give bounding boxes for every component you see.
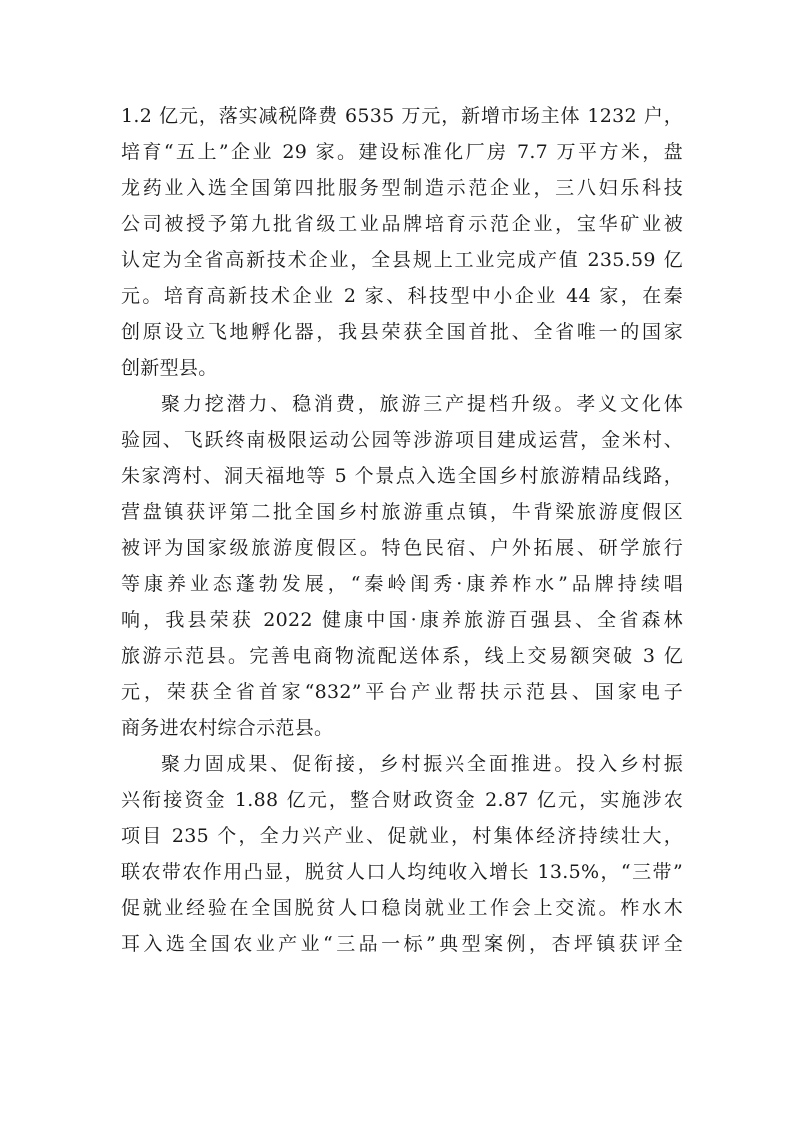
text-line: 促就业经验在全国脱贫人口稳岗就业工作会上交流。柞水木 [121, 897, 683, 919]
body-text [121, 98, 683, 962]
text-line: 创原设立飞地孵化器，我县荣获全国首批、全省唯一的国家 [121, 321, 683, 343]
text-line: 等康养业态蓬勃发展，“秦岭闺秀·康养柞水”品牌持续唱 [121, 573, 683, 595]
text-line: 元。培育高新技术企业 2 家、科技型中小企业 44 家，在秦 [121, 285, 683, 307]
paragraph-tourism [121, 386, 683, 746]
text-line: 培育“五上”企业 29 家。建设标准化厂房 7.7 万平方米，盘 [121, 141, 683, 163]
text-line: 元，荣获全省首家“832”平台产业帮扶示范县、国家电子 [121, 681, 683, 703]
text-line: 聚力固成果、促衔接，乡村振兴全面推进。投入乡村振 [161, 753, 683, 775]
text-line: 验园、飞跃终南极限运动公园等涉游项目建成运营，金米村、 [121, 429, 683, 451]
text-line: 耳入选全国农业产业“三品一标”典型案例，杏坪镇获评全 [121, 933, 683, 955]
paragraph-industry [121, 98, 683, 386]
text-line: 朱家湾村、洞天福地等 5 个景点入选全国乡村旅游精品线路， [121, 465, 683, 487]
text-line: 认定为全省高新技术企业，全县规上工业完成产值 235.59 亿 [121, 249, 683, 271]
text-line: 被评为国家级旅游度假区。特色民宿、户外拓展、研学旅行 [121, 537, 683, 559]
text-line: 响，我县荣获 2022 健康中国·康养旅游百强县、全省森林 [121, 609, 683, 631]
text-line: 兴衔接资金 1.88 亿元，整合财政资金 2.87 亿元，实施涉农 [121, 789, 683, 811]
text-line: 项目 235 个，全力兴产业、促就业，村集体经济持续壮大， [121, 825, 683, 847]
text-line: 商务进农村综合示范县。 [121, 717, 334, 739]
text-line: 创新型县。 [121, 357, 218, 379]
text-line: 1.2 亿元，落实减税降费 6535 万元，新增市场主体 1232 户， [121, 105, 683, 127]
paragraph-rural [121, 746, 683, 962]
text-line: 公司被授予第九批省级工业品牌培育示范企业，宝华矿业被 [121, 213, 683, 235]
text-line: 龙药业入选全国第四批服务型制造示范企业，三八妇乐科技 [121, 177, 683, 199]
text-line: 聚力挖潜力、稳消费，旅游三产提档升级。孝义文化体 [161, 393, 683, 415]
text-line: 营盘镇获评第二批全国乡村旅游重点镇，牛背梁旅游度假区 [121, 501, 683, 523]
text-line: 旅游示范县。完善电商物流配送体系，线上交易额突破 3 亿 [121, 645, 683, 667]
text-line: 联农带农作用凸显，脱贫人口人均纯收入增长 13.5%，“三带” [121, 861, 683, 883]
